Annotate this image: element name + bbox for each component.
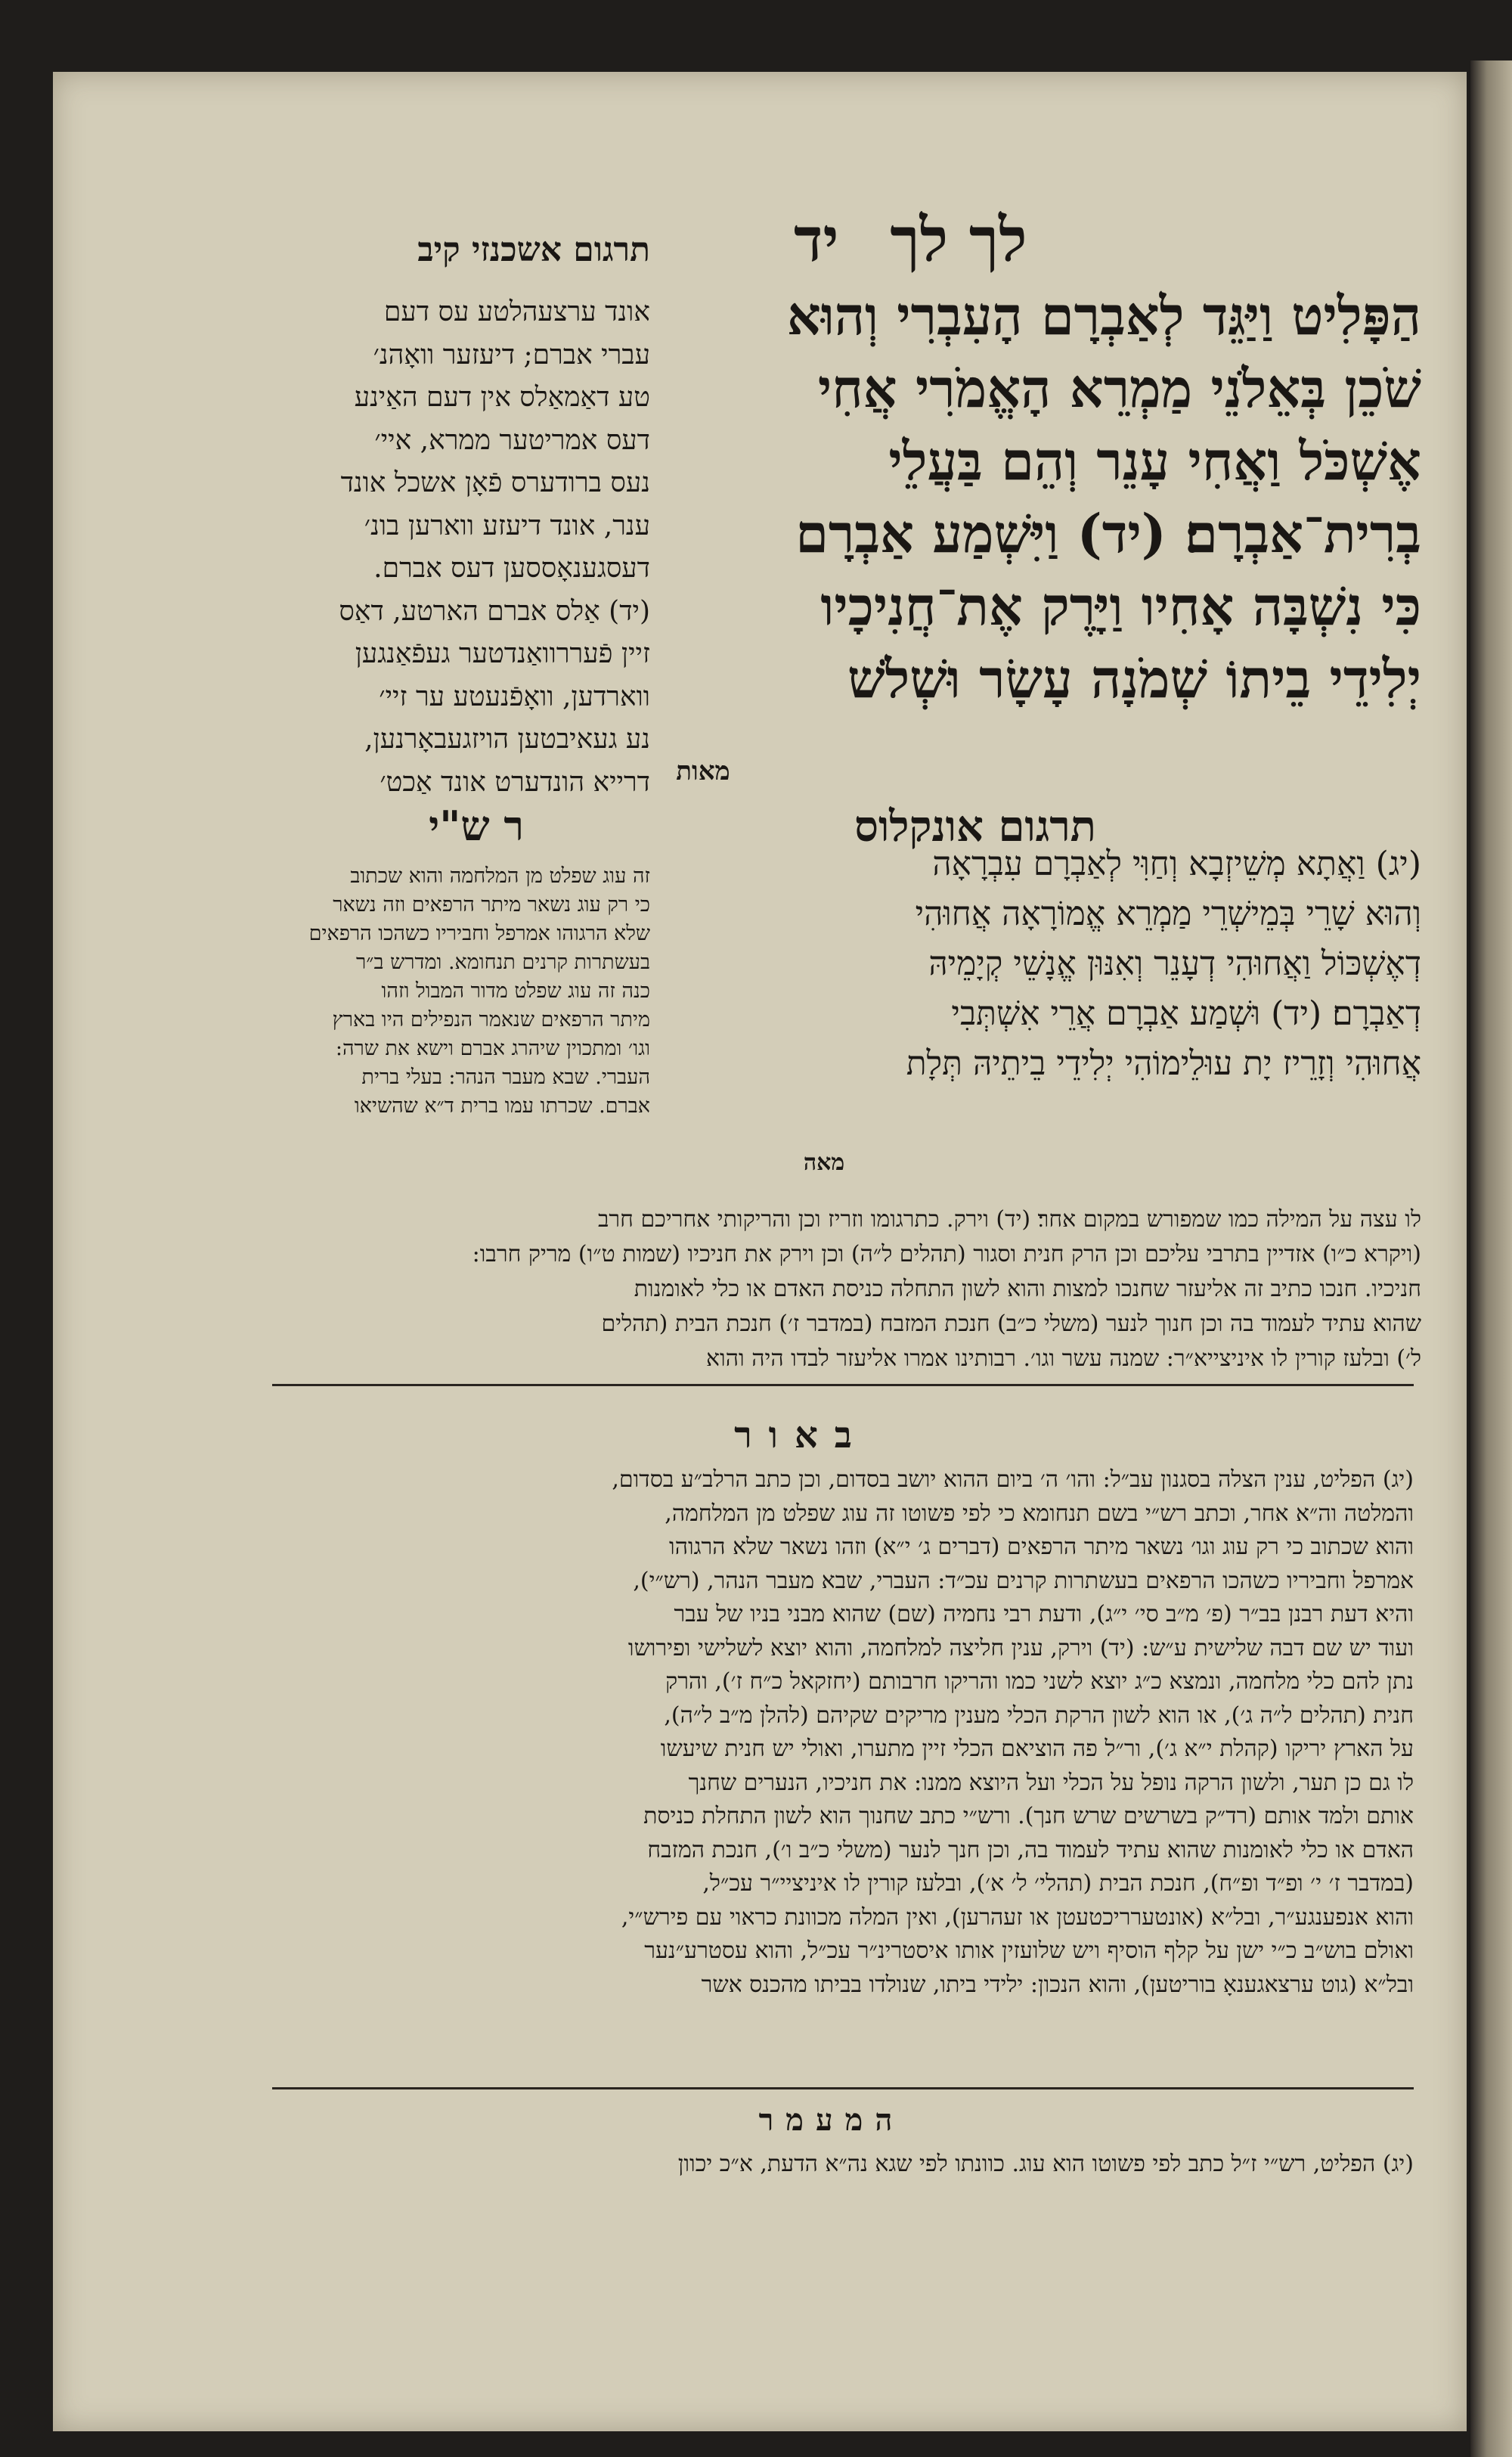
hamaamar-header: המעמר <box>758 2102 905 2138</box>
ashkenazi-line: אונד ערצעהלטע עס דעם <box>383 296 650 327</box>
ashkenazi-line: ווארדען, וואָפֿנעטע ער זיי׳ <box>379 681 650 712</box>
rashi-continuation <box>242 1202 1421 1376</box>
ashkenazi-line: דעס אמריטער ממרא, איי׳ <box>374 424 650 456</box>
verse-line: בְרִית־אַבְרָם׃ (יד) וַיִּשְׁמַע אַבְרָם <box>795 502 1421 565</box>
ashkenazi-line: (יד) אַלס אברם הארטע, דאַס <box>339 595 650 627</box>
rashi-line: כי רק עוג נשאר מיתר הרפאים וזה נשאר <box>333 893 650 917</box>
ashkenazi-header: תרגום אשכנזי קיב <box>417 231 650 269</box>
rashi-line: וגו׳ ומתכוין שיהרג אברם וישא את שרה: <box>335 1037 650 1060</box>
rashi-cont-line: שהוא עתיד לעמוד בה וכן חנוך לנער (משלי כ״ב) חנכת המזבח (במדבר ז׳) חנכת הבית (תהלים <box>601 1311 1421 1337</box>
verse-line: כִּי נִשְׁבָּה אָחִיו וַיָּרֶק אֶת־חֲנִיכָיו <box>820 575 1421 638</box>
book-spine-edge <box>1470 60 1512 2457</box>
rashi-cont-line: (ויקרא כ״ו) אזדיין בתרבי עליכם וכן הרק חנית וסגור (תהלים ל״ה) וכן וירק את חניכיו (שמות ט״ו) מריק חרבו: <box>472 1241 1421 1267</box>
ashkenazi-line: ענר, אונד דיעזע ווארען בונ׳ <box>364 510 650 541</box>
ashkenazi-line: דרייא הונדערט אונד אַכט׳ <box>380 766 650 798</box>
biur-line: ובל״א (גוט ערצאגענאָ בוריטען), והוא הנכון: ילידי ביתו, שנולדו בביתו מהכנס אשר <box>701 1971 1414 1998</box>
parasha-title: לך לך <box>890 204 1027 275</box>
rashi-line: העברי. שבא מעבר הנהר: בעלי ברית <box>361 1066 650 1089</box>
biur-line: ואולם בוש״ב כ״י ישן על קלף הוסיף ויש שלועזין אותו איסטרינ״ר עכ״ל, והוא עסטרע״נער <box>644 1937 1414 1964</box>
biur-text <box>272 1463 1414 2002</box>
onkelos-line: אֲחוּהִי וְזָרֵיז יָת עוּלֵימוֹהִי יְלִידֵי בֵיתֵיהּ תְּלָת <box>906 1044 1421 1083</box>
biur-header: באור <box>734 1414 869 1457</box>
ashkenazi-line: טע דאַמאַלס אין דעם האַינע <box>354 382 650 413</box>
rashi-line: מיתר הרפאים שנאמר הנפילים היו בארץ <box>332 1008 650 1032</box>
hamaamar-line: (יג) הפליט, רש״י ז״ל כתב לפי פשוטו הוא עוג. כוונתו לפי שגא נה״א הדעת, א״כ יכוון <box>677 2151 1414 2177</box>
onkelos-text <box>665 839 1421 1089</box>
ashkenazi-line: נעס ברודערס פֿאָן אשכל אונד <box>340 467 650 498</box>
biur-line: והוא אנפענגע״ר, ובל״א (אונטערריכטעטן או זעהרען), ואין המלה מכוונת כראוי עם פירש״י, <box>621 1903 1414 1931</box>
verse-line: שֹׁכֵן בְּאֵלֹנֵי מַמְרֵא הָאֱמֹרִי אֲחִי <box>817 357 1421 420</box>
onkelos-line: (יג) וַאֲתָא מְשֵׁיזְבָא וְחַוִּי לְאַבְרָם עִבְרָאָה <box>932 845 1421 883</box>
biur-line: אותם ולמד אותם (רד״ק בשרשים שרש חנך). ורש״י כתב שחנוך הוא לשון התחלת כניסת <box>643 1803 1414 1829</box>
rashi-line: זה עוג שפלט מן המלחמה והוא שכתוב <box>350 864 650 888</box>
rashi-cont-line: ל׳) ובלעז קורין לו איניצייא״ר: שמנה עשר וגו׳. רבותינו אמרו אליעזר לבדו היה והוא <box>706 1345 1421 1372</box>
biur-line: לו גם כן תער, ולשון הרקה נופל על הכלי ועל היוצא ממנו: את חניכיו, הנערים שחנך <box>688 1769 1414 1796</box>
ashkenazi-line: נע געאיבטען הויזגעבאָרנען, <box>364 724 650 755</box>
biur-line: והיא דעת רבנן בב״ר (פ׳ מ״ב סי׳ י״ג), ודעת רבי נחמיה (שם) שהוא מבני בניו של עבר <box>674 1601 1414 1627</box>
verse-line: אֶשְׁכֹּל וַאֲחִי עָנֵר וְהֵם בַּעֲלֵי <box>888 430 1421 492</box>
biur-line: חנית (תהלים ל״ה ג׳), או הוא לשון הרקת הכלי מענין מריקים שקיהם (להלן מ״ב ל״ה), <box>664 1702 1414 1729</box>
biur-line: (במדבר ז׳ י׳ ופ״ד ופ״ח), חנכת הבית (תהלי׳ ל׳ א׳), ובלעז קורין לו איניציי״ר עכ״ל, <box>702 1870 1414 1897</box>
ashkenazi-line: דעסגענאָססען דעס אברם. <box>373 553 650 584</box>
biur-line: האדם או כלי לאומנות שהוא עתיד לעמוד בה, וכן חנך לנער (משלי כ״ב ו׳), חנכת המזבח <box>647 1836 1414 1863</box>
onkelos-header: תרגום אונקלוס <box>854 802 1096 852</box>
onkelos-line: דְאֶשְׁכּוֹל וַאֲחוּהִי דְעָנֵר וְאִנּוּן אֱנָשֵׁי קְיָמֵיהּ <box>928 945 1421 983</box>
onkelos-line: דְאַבְרָם׃ (יד) וּשְׁמַע אַבְרָם אֲרֵי אִשְׁתְּבִי <box>951 994 1421 1033</box>
ashkenazi-line: עברי אברם; דיעזער וואָהנ׳ <box>373 339 650 371</box>
verse-text <box>658 280 1421 715</box>
biur-line: והמלטה וה״א אחר, וכתב רש״י בשם תנחומא כי לפי פשוטו זה עוג שפלט מן המלחמה, <box>665 1500 1414 1527</box>
rashi-line: שלא הרגוהו אמרפל וחביריו כשהכו הרפאים <box>308 922 650 945</box>
biur-line: והוא שכתוב כי רק עוג וגו׳ נשאר מיתר הרפאים (דברים ג׳ י״א) וזהו נשאר שלא הרגוהו <box>669 1534 1414 1560</box>
rashi-line: אברם. שכרתו עמו ברית ד״א שהשיאו <box>354 1094 650 1118</box>
onkelos-line: וְהוּא שָׁרֵי בְּמֵישְׁרֵי מַמְרֵא אֱמוֹרָאָה אֲחוּהִי <box>915 895 1421 933</box>
verse-line: הַפָּלִיט וַיַּגֵּד לְאַבְרָם הָעִבְרִי וְהוּא <box>786 284 1421 347</box>
rashi-text <box>242 862 650 1121</box>
rashi-line: בעשתרות קרנים תנחומא. ומדרש ב״ר <box>356 951 650 974</box>
ashkenazi-text <box>223 291 650 804</box>
page-number: יד <box>794 204 839 275</box>
biur-line: אמרפל וחביריו כשהכו הרפאים בעשתרות קרנים עכ״ד: העברי, שבא מעבר הנהר, (רש״י), <box>633 1567 1414 1594</box>
biur-line: ועוד יש שם דבה שלישית ע״ש: (יד) וירק, ענין חליצה למלחמה, והוא יוצא לשלישי ופירושו <box>627 1634 1414 1661</box>
rashi-cont-line: חניכיו. חנכו כתיב זה אליעזר שחנכו למצות והוא לשון התחלה כניסת האדם או כלי לאומנות <box>634 1276 1421 1302</box>
onkelos-catchword: מאה <box>803 1149 845 1176</box>
verse-catchword: מאות <box>676 756 730 786</box>
verse-line: יְלִידֵי בֵיתוֹ שְׁמֹנָה עָשָׂר וּשְׁלֹשׁ <box>847 647 1421 710</box>
biur-line: (יג) הפליט, ענין הצלה בסגנון עב״ל: והו׳ ה׳ ביום ההוא יושב בסדום, וכן כתב הרלב״ע בסדום, <box>612 1466 1414 1493</box>
rashi-cont-line: לו עצה על המילה כמו שמפורש במקום אחר׃ (יד) וירק. כתרגומו וזריז וכן והריקותי אחריכם חרב <box>597 1206 1421 1233</box>
biur-line: נתן להם כלי מלחמה, ונמצא כ״ג יוצא לשני כמו והריקו חרבותם (יחזקאל כ״ח ז׳), והרק <box>665 1668 1414 1695</box>
rashi-line: כנה זה עוג שפלט מדור המבול וזהו <box>381 979 650 1003</box>
ashkenazi-line: זיין פֿעררוואַנדטער געפֿאַנגען <box>355 638 650 669</box>
rashi-header: ר ש"י <box>429 802 524 850</box>
biur-line: על הארץ יריקו (קהלת י״א ג׳), ור״ל פה הוציאם הכלי זיין מתערו, ואולי יש חנית שיעשו <box>660 1736 1414 1762</box>
section-divider <box>272 1384 1414 1386</box>
verse-header <box>794 204 1414 276</box>
section-divider <box>272 2087 1414 2089</box>
hamaamar-text <box>272 2148 1414 2181</box>
